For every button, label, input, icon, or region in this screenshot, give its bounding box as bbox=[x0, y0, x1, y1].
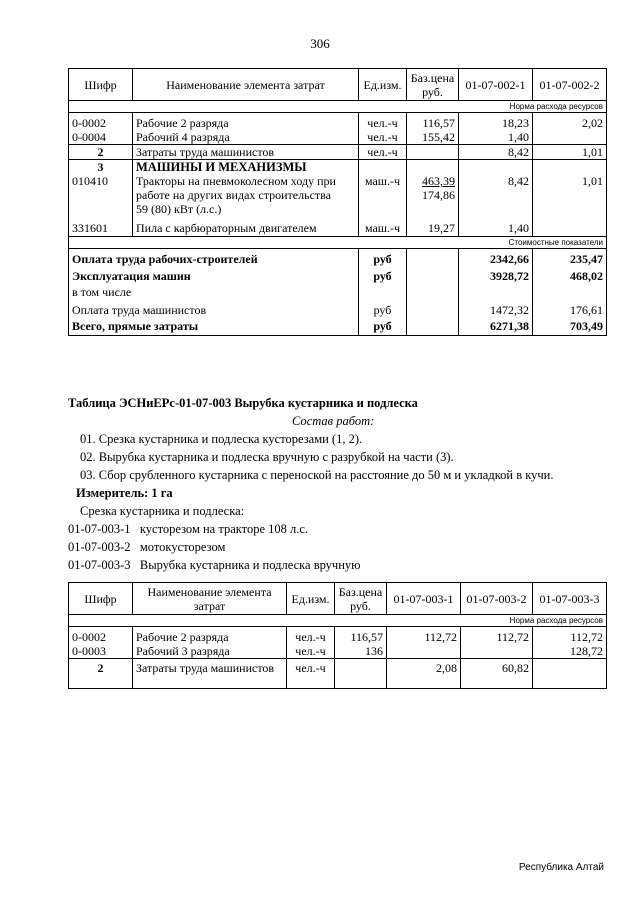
work-item: 03. Сбор срубленного кустарника с переноской на расстояние до 50 м и укладкой в кучи. bbox=[80, 468, 554, 482]
col-header-unit: Ед.изм. bbox=[359, 69, 407, 101]
col-header-v1: 01-07-002-1 bbox=[459, 69, 533, 101]
table-row: 2 Затраты труда машинистов чел.-ч 8,42 1,01 bbox=[69, 145, 607, 160]
table-row: 0-0003 Рабочий 3 разряда чел.-ч 136 128,72 bbox=[69, 644, 607, 659]
meter-label: Измеритель: 1 га bbox=[76, 486, 173, 500]
table-row: 0-0002 Рабочие 2 разряда чел.-ч 116,57 112,72 112,72 112,72 bbox=[69, 627, 607, 645]
composition-title: Состав работ: bbox=[292, 414, 375, 428]
col-header-v2: 01-07-003-2 bbox=[461, 583, 533, 615]
page-number: 306 bbox=[310, 36, 330, 51]
summary-row: Всего, прямые затраты руб 6271,38 703,49 bbox=[69, 319, 607, 335]
summary-row: в том числе bbox=[69, 285, 607, 301]
footer-region: Республика Алтай bbox=[518, 862, 604, 873]
table-row: 331601 Пила с карбюраторным двигателем маш.-ч 19,27 1,40 bbox=[69, 216, 607, 236]
col-header-code: Шифр bbox=[69, 69, 133, 101]
section-title: Таблица ЭСНиЕРс-01-07-003 Вырубка кустарника и подлеска bbox=[68, 396, 418, 410]
col-header-v1: 01-07-003-1 bbox=[387, 583, 461, 615]
table-row: 010410 Тракторы на пневмоколесном ходу при работе на других видах строительства 59 (80) кВт (л.с.) маш.-ч 463,39 174,86 8,42 1,01 bbox=[69, 174, 607, 216]
col-header-v2: 01-07-002-2 bbox=[533, 69, 607, 101]
col-header-unit: Ед.изм. bbox=[287, 583, 335, 615]
summary-row: Эксплуатация машин руб 3928,72 468,02 bbox=[69, 266, 607, 285]
item-line: 01-07-003-1 кусторезом на тракторе 108 л.с. bbox=[68, 522, 309, 536]
table-row: 3 МАШИНЫ И МЕХАНИЗМЫ bbox=[69, 160, 607, 175]
intro-text: Срезка кустарника и подлеска: bbox=[80, 504, 245, 518]
resource-table-1 bbox=[68, 68, 607, 336]
item-line: 01-07-003-3 Вырубка кустарника и подлеска вручную bbox=[68, 558, 361, 572]
col-header-v3: 01-07-003-3 bbox=[533, 583, 607, 615]
work-item: 02. Вырубка кустарника и подлеска вручную с разрубкой на части (3). bbox=[80, 450, 454, 464]
resource-table-2 bbox=[68, 582, 607, 689]
cost-label: Стоимостные показатели bbox=[459, 236, 607, 248]
col-header-price: Баз.цена руб. bbox=[335, 583, 387, 615]
col-header-name: Наименование элемента затрат bbox=[133, 69, 359, 101]
work-item: 01. Срезка кустарника и подлеска кусторезами (1, 2). bbox=[80, 432, 363, 446]
norm-label: Норма расхода ресурсов bbox=[461, 615, 607, 627]
summary-row: Оплата труда машинистов руб 1472,32 176,61 bbox=[69, 301, 607, 319]
table-row: 2 Затраты труда машинистов чел.-ч 2,08 60,82 bbox=[69, 659, 607, 689]
col-header-code: Шифр bbox=[69, 583, 133, 615]
col-header-price: Баз.цена руб. bbox=[407, 69, 459, 101]
table-row: 0-0002 Рабочие 2 разряда чел.-ч 116,57 18,23 2,02 bbox=[69, 113, 607, 131]
item-line: 01-07-003-2 мотокусторезом bbox=[68, 540, 226, 554]
col-header-name: Наименование элемента затрат bbox=[133, 583, 287, 615]
norm-label: Норма расхода ресурсов bbox=[459, 101, 607, 113]
summary-row: Оплата труда рабочих-строителей руб 2342,66 235,47 bbox=[69, 248, 607, 266]
table-row: 0-0004 Рабочий 4 разряда чел.-ч 155,42 1,40 bbox=[69, 130, 607, 145]
